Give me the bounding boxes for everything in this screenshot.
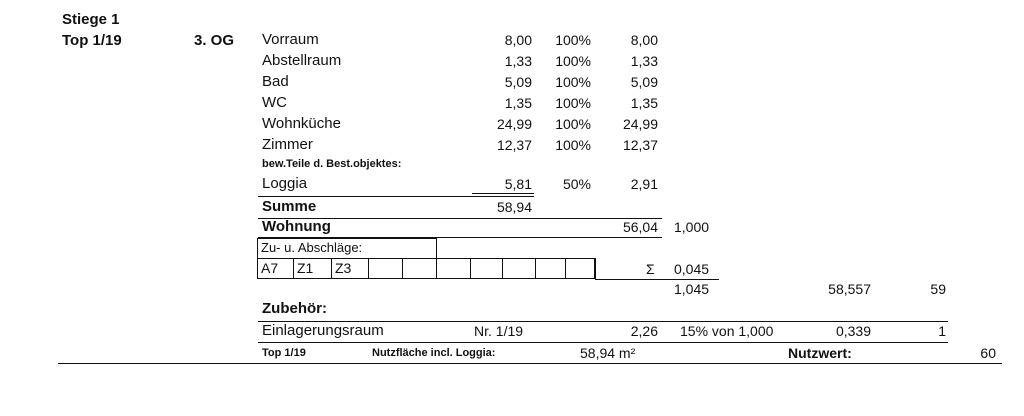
adjustment-cell-divider	[402, 258, 403, 279]
loggia-underline	[472, 193, 534, 194]
adjustment-cell-divider	[293, 258, 294, 279]
room-weighted: 8,00	[630, 32, 658, 48]
room-area: 8,00	[504, 32, 532, 48]
adjustment-code-cell: Z3	[335, 260, 352, 276]
factor-line	[595, 279, 719, 280]
adjustment-cell-divider	[331, 258, 332, 279]
adjustment-cell-divider	[470, 258, 471, 279]
room-pct: 100%	[555, 95, 591, 111]
room-pct: 100%	[555, 53, 591, 69]
room-area: 1,33	[504, 53, 532, 69]
unit-label: Top 1/19	[62, 32, 122, 49]
room-name: Vorraum	[262, 31, 319, 48]
factor-result: 58,557	[828, 281, 871, 297]
wohnung-label: Wohnung	[262, 218, 331, 235]
adjustment-cell-divider	[565, 258, 566, 279]
zubehoer-area: 2,26	[630, 323, 658, 339]
zubehoer-nr: Nr. 1/19	[474, 323, 524, 339]
floor-label: 3. OG	[194, 32, 235, 49]
summe-top-line	[258, 196, 534, 197]
adjustment-code-cell: Z1	[297, 260, 314, 276]
room-weighted: 5,09	[630, 74, 658, 90]
room-name: WC	[262, 94, 287, 111]
sigma-symbol: Σ	[646, 261, 655, 277]
summe-value: 58,94	[496, 199, 532, 215]
footer-bottom-line	[58, 363, 1002, 364]
adjustment-cell-divider	[368, 258, 369, 279]
loggia-pct: 50%	[562, 176, 591, 192]
room-area: 12,37	[496, 137, 532, 153]
adjustment-cell-divider	[436, 258, 437, 279]
total-factor: 1,045	[674, 281, 710, 297]
adjustments-sum: 0,045	[674, 261, 710, 277]
adjustment-code-cell: A7	[261, 260, 279, 276]
room-pct: 100%	[555, 32, 591, 48]
footer-top-line	[258, 342, 948, 343]
room-name: Bad	[262, 73, 289, 90]
zubehoer-heading: Zubehör:	[262, 300, 327, 317]
nutzflaeche-value: 58,94 m²	[580, 345, 636, 361]
room-area: 1,35	[504, 95, 532, 111]
adjustments-label: Zu- u. Abschläge:	[261, 240, 363, 255]
room-weighted: 12,37	[622, 137, 658, 153]
room-name: Zimmer	[262, 136, 313, 153]
room-name: Abstellraum	[262, 52, 342, 69]
loggia-name: Loggia	[262, 175, 308, 192]
parts-heading: bew.Teile d. Best.objektes:	[262, 158, 402, 170]
zubehoer-value: 0,339	[835, 323, 871, 339]
zubehoer-rounded: 1	[938, 323, 946, 339]
room-area: 24,99	[496, 116, 532, 132]
room-pct: 100%	[555, 116, 591, 132]
wohnung-factor: 1,000	[674, 219, 710, 235]
room-pct: 100%	[555, 74, 591, 90]
summe-label: Summe	[262, 198, 317, 215]
room-name: Wohnküche	[262, 115, 341, 132]
adjustment-cell-divider	[595, 258, 596, 279]
zubehoer-pct: 15% von 1,000	[680, 323, 774, 339]
loggia-area: 5,81	[504, 176, 532, 192]
zubehoer-name: Einlagerungsraum	[262, 322, 384, 339]
nutzflaeche-label: Nutzfläche incl. Loggia:	[372, 347, 496, 359]
room-pct: 100%	[555, 137, 591, 153]
wohnung-value: 56,04	[622, 219, 658, 235]
factor-rounded: 59	[930, 281, 946, 297]
nutzwert-label: Nutzwert:	[788, 345, 852, 361]
room-weighted: 1,33	[630, 53, 658, 69]
adjustment-cell-divider	[502, 258, 503, 279]
adjustment-cell-divider	[535, 258, 536, 279]
room-weighted: 1,35	[630, 95, 658, 111]
stair-label: Stiege 1	[62, 11, 120, 28]
footer-unit: Top 1/19	[262, 347, 306, 359]
nutzwert-value: 60	[980, 345, 996, 361]
room-weighted: 24,99	[622, 116, 658, 132]
loggia-weighted: 2,91	[630, 176, 658, 192]
room-area: 5,09	[504, 74, 532, 90]
